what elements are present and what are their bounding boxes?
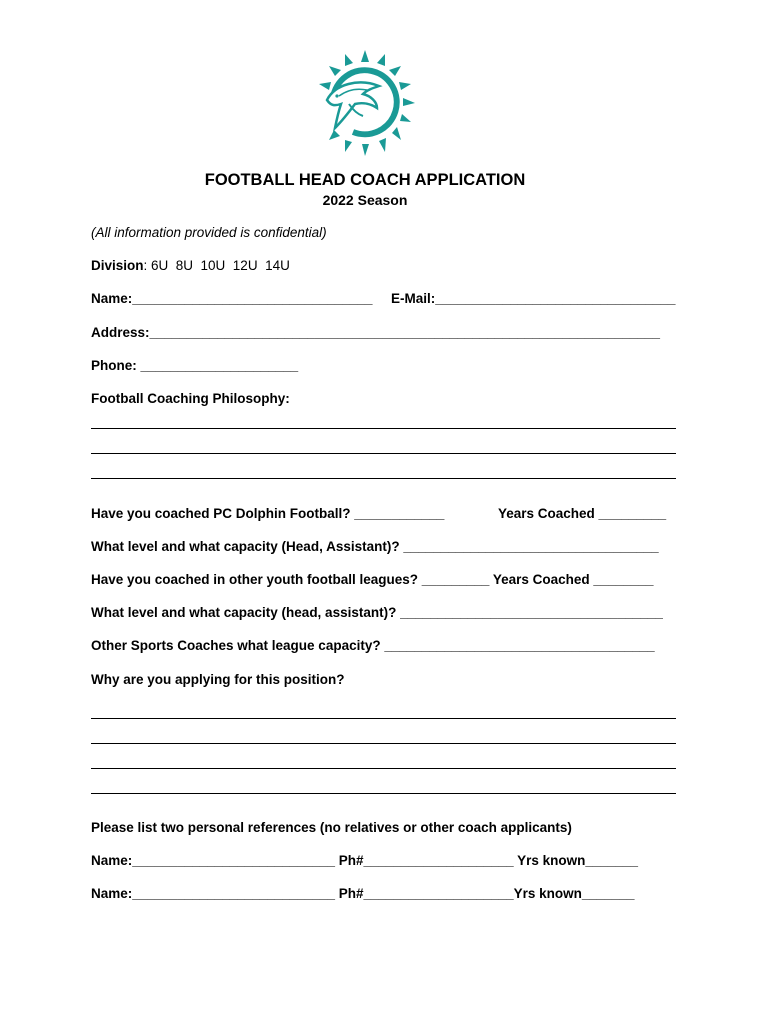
philosophy-line-2[interactable] xyxy=(91,453,676,454)
years-coached-field[interactable]: Years Coached _________ xyxy=(498,506,667,521)
level-capacity-field[interactable]: What level and what capacity (Head, Assistant)? __________________________________ xyxy=(91,539,659,554)
season-subtitle: 2022 Season xyxy=(322,192,408,208)
other-leagues-field[interactable]: Have you coached in other youth football leagues? _________ Years Coached ________ xyxy=(91,572,654,587)
philosophy-label: Football Coaching Philosophy: xyxy=(91,391,290,406)
other-sports-field[interactable]: Other Sports Coaches what league capacity? ____________________________________ xyxy=(91,638,655,653)
coached-pc-field[interactable]: Have you coached PC Dolphin Football? ____________ xyxy=(91,506,445,521)
why-applying-label: Why are you applying for this position? xyxy=(91,672,345,687)
dolphin-logo xyxy=(313,48,417,158)
division-label: Division xyxy=(91,258,144,273)
email-field[interactable]: E-Mail:________________________________ xyxy=(391,291,676,306)
division-row xyxy=(91,258,290,274)
address-field[interactable]: Address:____________________________________________________________________ xyxy=(91,325,661,340)
division-options: : 6U 8U 10U 12U 14U xyxy=(143,258,290,273)
philosophy-line-3[interactable] xyxy=(91,478,676,479)
reference-2-field[interactable]: Name:___________________________ Ph#____________________Yrs known_______ xyxy=(91,886,635,901)
page-title: FOOTBALL HEAD COACH APPLICATION xyxy=(204,171,526,189)
why-line-2[interactable] xyxy=(91,743,676,744)
confidential-note: (All information provided is confidential) xyxy=(91,225,327,240)
phone-field[interactable]: Phone: _____________________ xyxy=(91,358,299,373)
why-line-1[interactable] xyxy=(91,718,676,719)
why-line-4[interactable] xyxy=(91,793,676,794)
reference-1-field[interactable]: Name:___________________________ Ph#____________________ Yrs known_______ xyxy=(91,853,638,868)
level-capacity-field-2[interactable]: What level and what capacity (head, assistant)? ___________________________________ xyxy=(91,605,663,620)
philosophy-line-1[interactable] xyxy=(91,428,676,429)
why-line-3[interactable] xyxy=(91,768,676,769)
name-field[interactable]: Name:________________________________ xyxy=(91,291,373,306)
references-label: Please list two personal references (no relatives or other coach applicants) xyxy=(91,820,572,835)
